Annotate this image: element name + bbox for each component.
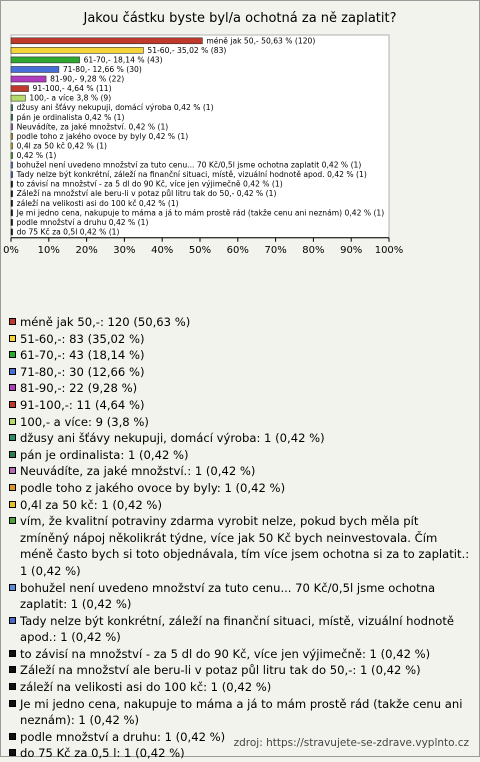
legend-swatch (9, 318, 16, 325)
legend-swatch (9, 368, 16, 375)
legend-item (9, 314, 471, 331)
bar-20 (11, 229, 13, 235)
legend-swatch (9, 749, 16, 756)
x-tick-label-3: 30% (113, 244, 136, 256)
legend-item (9, 463, 471, 480)
legend-item (9, 397, 471, 414)
bar-label-1: 51-60,- 35,02 % (83) (147, 45, 227, 55)
legend-item (9, 646, 471, 663)
bar-15 (11, 181, 13, 187)
legend-swatch (9, 467, 16, 474)
chart-title: Jakou částku byste byl/a ochotná za ně zaplatit? (83, 11, 397, 26)
bar-label-20: do 75 Kč za 0,5l 0,42 % (1) (16, 227, 120, 237)
bar-label-12: 0,42 % (1) (16, 151, 57, 160)
bar-2 (11, 57, 80, 63)
bar-1 (11, 47, 143, 53)
legend-swatch (9, 384, 16, 391)
legend-label: 51-60,-: 83 (35,02 %) (20, 331, 145, 346)
legend-item (9, 613, 471, 646)
legend-label: podle množství a druhu: 1 (0,42 %) (20, 729, 226, 744)
bar-label-11: 0,4l za 50 kč 0,42 % (1) (16, 141, 108, 151)
bar-label-6: 100,- a více 3,8 % (9) (29, 93, 112, 103)
bar-label-13: bohužel není uvedeno množství za tuto cenu... 70 Kč/0,5l jsme ochotna zaplatit 0,42 % (1) (16, 160, 362, 170)
legend-label: Tady nelze být konkrétní, záleží na finanční situaci, místě, vizuální hodnotě apod.: 1 (0,42 %) (20, 613, 455, 645)
bar-label-2: 61-70,- 18,14 % (43) (83, 55, 163, 65)
legend-item (9, 414, 471, 431)
legend-swatch (9, 351, 16, 358)
source-link[interactable]: zdroj: https://stravujete-se-zdrave.vyplnto.cz (233, 737, 469, 749)
bar-label-15: to závisí na množství - za 5 dl do 90 Kč, více jen výjimečně 0,42 % (1) (16, 179, 283, 189)
legend-item (9, 662, 471, 679)
legend-item (9, 679, 471, 696)
bar-17 (11, 200, 13, 206)
bar-label-14: Tady nelze být konkrétní, záleží na finanční situaci, místě, vizuální hodnotě apod. 0,42 % (1) (16, 170, 367, 180)
legend-label: 81-90,-: 22 (9,28 %) (20, 381, 138, 396)
legend-item (9, 497, 471, 514)
legend-label: džusy ani šťávy nekupuji, domácí výroba: 1 (0,42 %) (20, 431, 325, 446)
legend-label: bohužel není uvedeno množství za tuto cenu... 70 Kč/0,5l jsme ochotna zaplatit: 1 (0,42 %) (20, 580, 436, 612)
legend-swatch (9, 418, 16, 425)
legend-label: 100,- a více: 9 (3,8 %) (20, 414, 149, 429)
bar-label-19: podle množství a druhu 0,42 % (1) (16, 217, 149, 227)
x-tick-label-1: 10% (37, 244, 60, 256)
x-tick-label-4: 40% (151, 244, 174, 256)
legend-item (9, 513, 471, 579)
legend-swatch (9, 517, 16, 524)
legend-label: 0,4l za 50 kč: 1 (0,42 %) (20, 497, 162, 512)
legend-label: to závisí na množství - za 5 dl do 90 Kč, více jen výjimečně: 1 (0,42 %) (20, 646, 431, 661)
legend-swatch (9, 401, 16, 408)
legend-label: záleží na velikosti asi do 100 kč: 1 (0,42 %) (20, 680, 272, 695)
x-tick-label-6: 60% (226, 244, 249, 256)
legend-item (9, 580, 471, 613)
x-tick-label-7: 70% (264, 244, 287, 256)
x-tick-label-5: 50% (188, 244, 212, 256)
legend-label: méně jak 50,-: 120 (50,63 %) (20, 315, 191, 329)
bar-label-3: 71-80,- 12,66 % (30) (62, 64, 142, 74)
bar-label-18: Je mi jedno cena, nakupuje to máma a já to mám prostě rád (takže cenu ani neznám) 0,42 % (1) (16, 208, 385, 218)
bar-13 (11, 162, 13, 168)
legend-label: 71-80,-: 30 (12,66 %) (20, 364, 145, 379)
bar-10 (11, 133, 13, 139)
bar-12 (11, 153, 13, 159)
bar-label-17: záleží na velikosti asi do 100 kč 0,42 % (1) (16, 198, 179, 208)
x-tick-label-9: 90% (340, 244, 363, 256)
legend-label: vím, že kvalitní potraviny zdarma vyrobit nelze, pokud bych měla pít zmíněný nápoj několikrát týdne, více jak 50 Kč bych neinvestovala. Čím méně často bych si toto objednávala, tím více jsem ochotna si za to zaplatit.: 1 (0,42 %) (20, 514, 470, 578)
bar-label-8: pán je ordinalista 0,42 % (1) (16, 112, 125, 122)
bar-3 (11, 66, 59, 72)
bar-5 (11, 86, 29, 92)
legend-swatch (9, 434, 16, 441)
bar-18 (11, 210, 13, 216)
bar-16 (11, 191, 13, 197)
legend-swatch (9, 700, 16, 707)
legend-item (9, 380, 471, 397)
legend-label: Je mi jedno cena, nakupuje to máma a já to mám prostě rád (takže cenu ani neznám): 1 (0,42 %) (20, 696, 463, 728)
bar-6 (11, 95, 25, 101)
legend-label: Záleží na množství ale beru-li v potaz půl litru tak do 50,-: 1 (0,42 %) (20, 663, 421, 678)
bar-7 (11, 105, 13, 111)
chart-legend (9, 314, 471, 762)
bar-label-7: džusy ani šťávy nekupuji, domácí výroba 0,42 % (1) (16, 103, 214, 113)
bar-chart (1, 1, 479, 313)
x-tick-label-10: 100% (374, 244, 404, 256)
bar-label-10: podle toho z jakého ovoce by byly 0,42 % (1) (16, 131, 189, 141)
legend-swatch (9, 335, 16, 342)
bar-14 (11, 172, 13, 178)
legend-item (9, 480, 471, 497)
bar-19 (11, 219, 13, 225)
legend-item (9, 331, 471, 348)
legend-swatch (9, 733, 16, 740)
legend-item (9, 447, 471, 464)
legend-label: pán je ordinalista: 1 (0,42 %) (20, 447, 189, 462)
x-tick-label-8: 80% (302, 244, 325, 256)
legend-item (9, 364, 471, 381)
legend-item (9, 430, 471, 447)
legend-label: 61-70,-: 43 (18,14 %) (20, 348, 145, 363)
bar-label-4: 81-90,- 9,28 % (22) (50, 74, 125, 84)
bar-label-5: 91-100,- 4,64 % (11) (32, 84, 112, 94)
bar-0 (11, 38, 202, 44)
legend-label: 91-100,-: 11 (4,64 %) (20, 397, 145, 412)
legend-item (9, 347, 471, 364)
bar-label-9: Neuvádíte, za jaké množství. 0,42 % (1) (16, 122, 169, 132)
bar-4 (11, 76, 46, 82)
legend-label: do 75 Kč za 0,5 l: 1 (0,42 %) (20, 746, 185, 761)
legend-swatch (9, 617, 16, 624)
legend-swatch (9, 501, 16, 508)
legend-swatch (9, 451, 16, 458)
x-tick-label-2: 20% (75, 244, 98, 256)
bar-label-16: Záleží na množství ale beru-li v potaz půl litru tak do 50,- 0,42 % (1) (16, 189, 277, 199)
legend-swatch (9, 484, 16, 491)
legend-swatch (9, 666, 16, 673)
legend-label: podle toho z jakého ovoce by byly: 1 (0,42 %) (20, 480, 286, 495)
bar-8 (11, 114, 13, 120)
legend-swatch (9, 584, 16, 591)
bar-11 (11, 143, 13, 149)
legend-label: Neuvádíte, za jaké množství.: 1 (0,42 %) (20, 464, 256, 479)
legend-swatch (9, 683, 16, 690)
bar-9 (11, 124, 13, 130)
legend-item (9, 696, 471, 729)
x-tick-label-0: 0% (3, 244, 19, 256)
legend-swatch (9, 650, 16, 657)
bar-label-0: méně jak 50,- 50,63 % (120) (206, 36, 316, 46)
